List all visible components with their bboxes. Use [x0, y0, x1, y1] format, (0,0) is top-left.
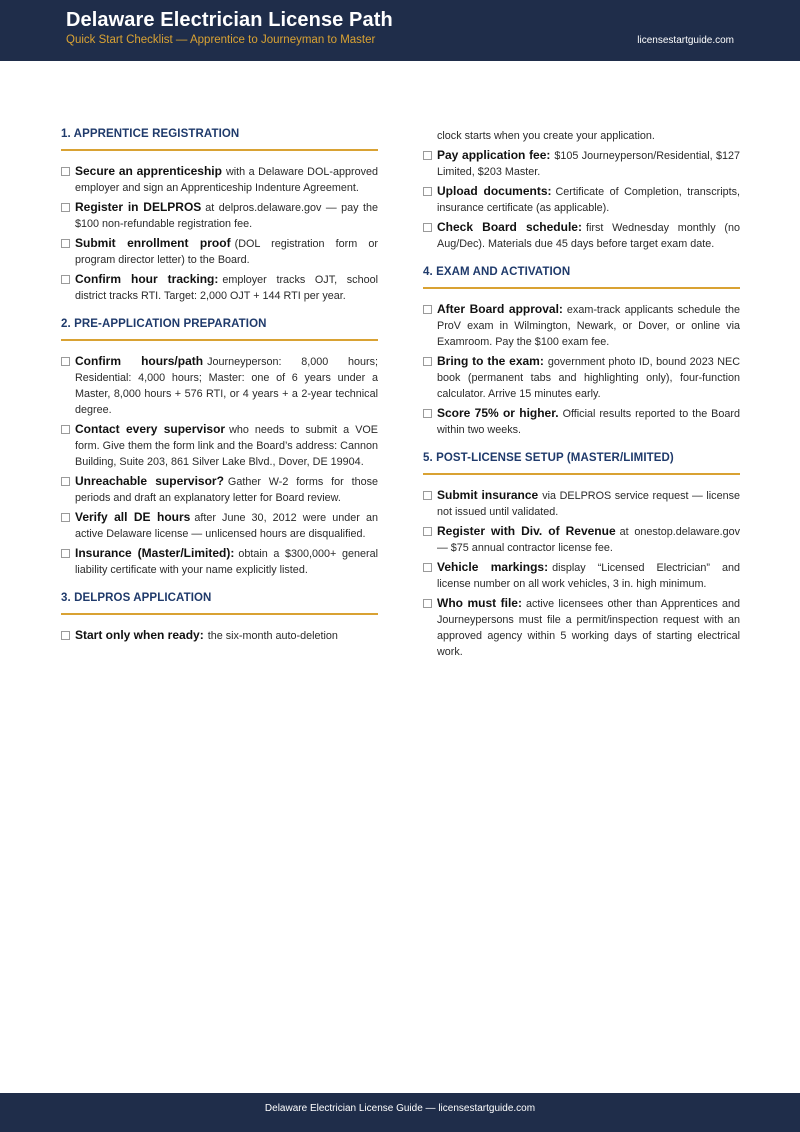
item-text: obtain a $300,000+ general liability certificate with your name explicitly listed. — [75, 548, 378, 576]
checkbox-icon[interactable] — [61, 549, 70, 558]
item-text: Journeyperson: 8,000 hours; Residential: 4,000 hours; Master: one of 6 years under a Master, 8,000 hours + 576 RTI, or 4 years + a 2-year technical degree. — [75, 356, 379, 416]
section-delpros-application — [61, 592, 378, 644]
section-title: 2. PRE-APPLICATION PREPARATION — [61, 318, 378, 341]
checkbox-icon[interactable] — [61, 275, 70, 284]
item-continuation: clock starts when you create your application. — [437, 130, 655, 142]
item-lead: Register in DELPROS — [75, 200, 202, 214]
site-name: licensestartguide.com — [637, 35, 734, 46]
checklist-item — [423, 405, 740, 438]
checklist-item — [61, 199, 378, 232]
checkbox-icon[interactable] — [61, 203, 70, 212]
item-text: at onestop.delaware.gov — $75 annual contractor license fee. — [437, 526, 740, 554]
checkbox-icon[interactable] — [61, 167, 70, 176]
page-header — [0, 0, 800, 61]
item-text: the six-month auto-deletion — [207, 630, 338, 642]
checklist-item — [423, 301, 740, 350]
checklist-item — [61, 509, 378, 542]
checkbox-icon[interactable] — [423, 305, 432, 314]
section-delpros-application-continued — [423, 128, 740, 252]
checkbox-icon[interactable] — [61, 477, 70, 486]
checkbox-icon[interactable] — [423, 357, 432, 366]
item-lead: Unreachable supervisor? — [75, 474, 224, 488]
item-text: Gather W-2 forms for those periods and draft an explanatory letter for Board review. — [75, 476, 378, 504]
checklist-item — [61, 545, 378, 578]
item-lead: After Board approval: — [437, 302, 563, 316]
item-lead: Verify all DE hours — [75, 510, 191, 524]
item-text: with a Delaware DOL-approved employer and sign an Apprenticeship Indenture Agreement. — [75, 166, 378, 194]
checkbox-icon[interactable] — [61, 631, 70, 640]
checklist-item — [61, 421, 378, 470]
item-text: active licensees other than Apprentices and Journeypersons must file a permit/inspection request with an approved agency within 5 working days of starting electrical work. — [437, 598, 740, 658]
checkbox-icon[interactable] — [61, 425, 70, 434]
item-text: at delpros.delaware.gov — pay the $100 non-refundable registration fee. — [75, 202, 379, 230]
checklist-item — [423, 183, 740, 216]
section-title: 3. DELPROS APPLICATION — [61, 592, 378, 615]
checkbox-icon[interactable] — [61, 357, 70, 366]
item-lead: Upload documents: — [437, 184, 552, 198]
checklist-item — [423, 219, 740, 252]
checkbox-icon[interactable] — [423, 223, 432, 232]
section-title: 4. EXAM AND ACTIVATION — [423, 266, 740, 289]
page-subtitle: Quick Start Checklist — Apprentice to Journeyman to Master — [66, 34, 376, 46]
checklist-item — [423, 353, 740, 402]
item-text: government photo ID, bound 2023 NEC book (permanent tabs and highlighting only), four-function calculator. Arrive 15 minutes early. — [437, 356, 740, 400]
checkbox-icon[interactable] — [61, 239, 70, 248]
item-lead: Contact every supervisor — [75, 422, 226, 436]
checklist-item — [423, 559, 740, 592]
checkbox-icon[interactable] — [423, 151, 432, 160]
checkbox-icon[interactable] — [423, 409, 432, 418]
item-lead: Submit insurance — [437, 488, 539, 502]
checkbox-icon[interactable] — [423, 527, 432, 536]
item-text: (DOL registration form or program director letter) to the Board. — [75, 238, 378, 266]
section-pre-application — [61, 318, 378, 578]
checkbox-icon[interactable] — [423, 187, 432, 196]
checklist-item — [423, 147, 740, 180]
item-text: $105 Journeyperson/Residential, $127 Limited, $203 Master. — [437, 150, 740, 178]
item-lead: Who must file: — [437, 596, 522, 610]
item-lead: Submit enrollment proof — [75, 236, 231, 250]
checklist-item — [61, 353, 378, 418]
item-text: after June 30, 2012 were under an active Delaware license — unlicensed hours are disqualified. — [75, 512, 378, 540]
item-text: first Wednesday monthly (no Aug/Dec). Materials due 45 days before target exam date. — [437, 222, 741, 250]
checkbox-icon[interactable] — [423, 563, 432, 572]
checklist-item — [423, 523, 740, 556]
checklist-item — [61, 627, 378, 644]
item-lead: Pay application fee: — [437, 148, 551, 162]
item-lead: Start only when ready: — [75, 628, 204, 642]
section-apprentice-registration — [61, 128, 378, 304]
page-footer — [0, 1093, 800, 1132]
footer-text: Delaware Electrician License Guide — licensestartguide.com — [264, 1103, 536, 1114]
item-lead: Bring to the exam: — [437, 354, 544, 368]
item-lead: Check Board schedule: — [437, 220, 582, 234]
checklist-item — [423, 595, 740, 660]
item-lead: Confirm hour tracking: — [75, 272, 219, 286]
item-text: exam-track applicants schedule the ProV exam in Wilmington, Newark, or Dover, or online via Examroom. Pay the $100 exam fee. — [437, 304, 740, 348]
checklist-item — [61, 473, 378, 506]
item-lead: Confirm hours/path — [75, 354, 204, 368]
item-lead: Secure an apprenticeship — [75, 164, 222, 178]
item-lead: Vehicle markings: — [437, 560, 549, 574]
page-title: Delaware Electrician License Path — [66, 9, 393, 31]
left-column — [61, 128, 378, 658]
section-exam-activation — [423, 266, 740, 438]
item-text: Official results reported to the Board within two weeks. — [437, 408, 740, 436]
item-text: Certificate of Completion, transcripts, insurance certificate (as applicable). — [437, 186, 740, 214]
checkbox-icon[interactable] — [423, 599, 432, 608]
item-lead: Insurance (Master/Limited): — [75, 546, 235, 560]
checklist-item — [61, 235, 378, 268]
item-lead: Score 75% or higher. — [437, 406, 559, 420]
checkbox-icon[interactable] — [423, 491, 432, 500]
checklist-item — [423, 487, 740, 520]
item-lead: Register with Div. of Revenue — [437, 524, 616, 538]
checklist-item — [61, 271, 378, 304]
item-text: employer tracks OJT, school district tracks RTI. Target: 2,000 OJT + 144 RTI per year. — [75, 274, 378, 302]
checkbox-icon[interactable] — [61, 513, 70, 522]
item-text: display “Licensed Electrician” and license number on all work vehicles, 3 in. high minimum. — [437, 562, 740, 590]
checklist-item — [61, 163, 378, 196]
section-title: 5. POST-LICENSE SETUP (MASTER/LIMITED) — [423, 452, 740, 475]
section-title: 1. APPRENTICE REGISTRATION — [61, 128, 378, 151]
item-text: who needs to submit a VOE form. Give them the form link and the Board’s address: Cannon Building, Suite 203, 861 Silver Lake Blvd., Dover, DE 19904. — [75, 424, 378, 468]
right-column — [423, 128, 740, 674]
section-post-license — [423, 452, 740, 660]
item-text: via DELPROS service request — license not issued until validated. — [437, 490, 740, 518]
